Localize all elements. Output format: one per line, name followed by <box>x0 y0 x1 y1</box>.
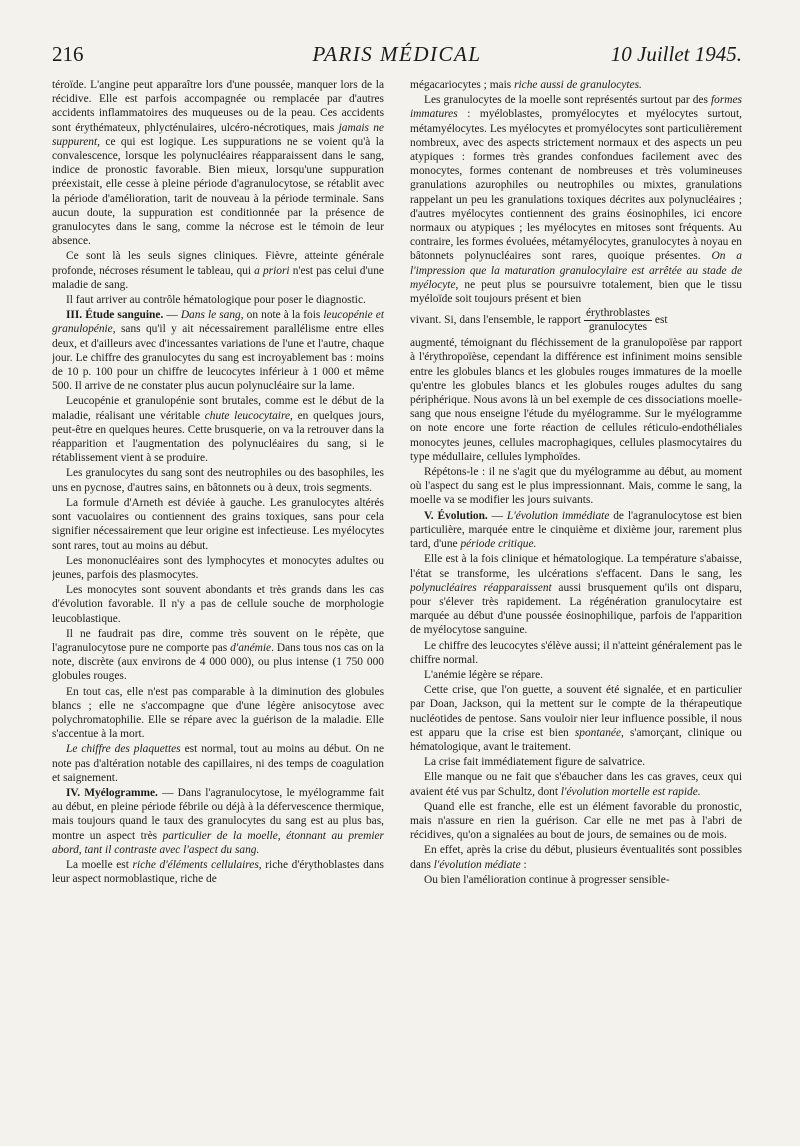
paragraph: Les granulocytes du sang sont des neutrophiles ou des basophiles, les uns en pycnose, d'autres sains, en bâtonnets ou à deux, trois segments. <box>52 467 384 494</box>
paragraph: Les monocytes sont souvent abondants et très grands dans les cas d'évolution favorable. Il n'y a pas de cellule souche de morphologie leucoblastique. <box>52 584 384 625</box>
page-number: 216 <box>52 42 84 66</box>
paragraph: La crise fait immédiatement figure de salvatrice. <box>424 756 646 769</box>
paragraph: Leucopénie et granulopénie sont brutales, comme est le début de la maladie, réalisant une véritable chute leucocytaire, en quelques jours, peut-être en quelques heures. Cette brusquerie, on va la retrouver dans la réapparition et l'augmentation des polynucléaires du sang, si le rétablissement vient à se produire. <box>52 395 384 465</box>
paragraph: mégacariocytes ; mais riche aussi de granulocytes. <box>410 79 642 91</box>
paragraph: Elle est à la fois clinique et hématologique. La température s'abaisse, l'état se transforme, les ulcérations s'effacent. Dans le sang, les polynucléaires réapparaissent aussi brusquement qu'ils ont disparu, pour s'élever très rapidement. La régénération granulocytaire est marquée au début d'une poussée éosinophilique, parfois de l'apparition de myélocytose sanguine. <box>410 553 742 637</box>
right-column <box>410 78 742 1128</box>
text-columns <box>52 78 742 1128</box>
paragraph: Les mononucléaires sont des lymphocytes et monocytes adultes ou jeunes, parfois des plasmocytes. <box>52 554 384 581</box>
issue-date: 10 Juillet 1945. <box>610 42 742 66</box>
paragraph: Cette crise, que l'on guette, a souvent été signalée, et en particulier par Doan, Jackson, qui la mettent sur le compte de la thérapeutique nucléotides de pentose. Sans vouloir nier leur influence possible, il nous est apparu que la crise est bien spontanée, s'amorçant, clinique ou hématologique, avant le traitement. <box>410 684 742 753</box>
paragraph: Quand elle est franche, elle est un élément favorable du pronostic, mais n'assure en rien la guérison. Car elle ne met pas à l'abri de récidives, qu'on a signalées au bout de jours, de semaines ou de mois. <box>410 800 742 842</box>
paragraph: Le chiffre des leucocytes s'élève aussi; il n'atteint généralement pas le chiffre normal. <box>410 639 742 666</box>
paragraph: Ce sont là les seuls signes cliniques. Fièvre, atteinte générale profonde, nécroses résument le tableau, qui a priori n'est pas celui d'une maladie de sang. <box>52 250 384 291</box>
paragraph: Il ne faudrait pas dire, comme très souvent on le répète, que l'agranulocytose pure ne comporte pas d'anémie. Dans tous nos cas on la note, discrète (aux environs de 4 000 000), ou plus intense (1 750 000 globules rouges. <box>52 627 384 683</box>
paragraph: En effet, après la crise du début, plusieurs éventualités sont possibles dans l'évolution médiate : <box>410 844 742 871</box>
ratio-paragraph: vivant. Si, dans l'ensemble, le rapport $\frac{\text{érythroblastes}}{\text{granulocytes}}$ est <box>410 307 668 334</box>
paragraph: En tout cas, elle n'est pas comparable à la diminution des globules blancs ; elle ne s'accompagne que d'une légère anisocytose avec polychromatophilie. Elle se répare avec la guérison de la maladie. Elle s'accentue à la mort. <box>52 685 384 741</box>
section-5-paragraph: V. Évolution. — L'évolution immédiate de l'agranulocytose est bien particulière, marquée entre le cinquième et dixième jour, rarement plus tard, d'une période critique. <box>410 509 742 551</box>
section-4-paragraph: IV. Myélogramme. — Dans l'agranulocytose, le myélogramme fait au début, en pleine période fébrile ou déjà à la défervescence thermique, mais toujours quand le taux des granulocytes du sang est au plus bas, montre un aspect très particulier de la moelle, étonnant au premier abord, tant il contraste avec l'aspect du sang. <box>52 786 384 856</box>
section-heading: V. Évolution. <box>424 509 488 522</box>
left-column <box>52 78 384 1128</box>
paragraph: augmenté, témoignant du fléchissement de la granulopoïèse par rapport à l'érythropoïèse, cependant la différence est infiniment moins sensible entre les globules blancs et les globules rouges immatures de la moelle qu'entre les globules blancs et les globules rouges adultes du sang périphérique. Nous avons là un bel exemple de ces dissociations moelle-sang que nous enseigne l'étude du myélogramme. Sur le myélogramme on note encore une forte réaction de cellules réticulo-endothéliales monocytes jeunes, cellules macrophagiques, cellules plasmocytaires du type médullaire, cellules lymphoïdes. <box>410 337 742 463</box>
paragraph: Le chiffre des plaquettes est normal, tout au moins au début. On ne note pas d'altération notable des capillaires, ni des temps de coagulation et saignement. <box>52 743 384 784</box>
fraction-numerator: érythroblastes <box>585 307 650 320</box>
paragraph: L'anémie légère se répare. <box>424 668 544 681</box>
fraction-denominator: granulocytes <box>588 321 648 334</box>
page <box>52 40 742 1130</box>
paragraph: Ou bien l'amélioration continue à progresser sensible- <box>424 873 670 886</box>
paragraph: Répétons-le : il ne s'agit que du myélogramme au début, au moment où l'aspect du sang est le plus impressionnant. Mais, comme le sang, la moelle va se modifier les jours suivants. <box>410 466 742 507</box>
section-3-paragraph: III. Étude sanguine. — Dans le sang, on note à la fois leucopénie et granulopénie, sans qu'il y ait nécessairement parallélisme entre elles deux, et d'ailleurs avec d'incessantes variations de l'une et l'autre, chaque jour. Le chiffre des granulocytes du sang est incroyablement bas : moins de 10 p. 100 pour un chiffre de leucocytes inférieur à 1 000 et même 500. Il arrive de ne constater plus aucun polynucléaire sur la lame. <box>52 309 384 393</box>
running-header <box>52 40 742 70</box>
paragraph: La moelle est riche d'éléments cellulaires, riche d'érythoblastes dans leur aspect normoblastique, riche de <box>52 858 384 886</box>
paragraph: Elle manque ou ne fait que s'ébaucher dans les cas graves, ceux qui avaient été vus par Schultz, dont l'évolution mortelle est rapide. <box>410 771 742 798</box>
ratio-fraction <box>584 307 652 334</box>
section-heading: III. Étude sanguine. <box>66 309 164 322</box>
paragraph: La formule d'Arneth est déviée à gauche. Les granulocytes altérés sont vacuolaires ou contiennent des grains toxiques, sans pour cela signifier nécessairement que leur origine est infectieuse. Les myélocytes sont rares, tout au moins au début. <box>52 496 384 552</box>
journal-title: PARIS MÉDICAL <box>312 42 482 66</box>
paragraph: Il faut arriver au contrôle hématologique pour poser le diagnostic. <box>66 294 366 307</box>
paragraph: Les granulocytes de la moelle sont représentés surtout par des formes immatures : myéloblastes, promyélocytes et myélocytes surtout, métamyélocytes. Les myélocytes et promyélocytes sont particulièrement nombreux, avec des aspects strictement normaux et des aspects un peu atypiques : formes très grandes confondues facilement avec des monocytes, formes contenant de nombreuses et très volumineuses granulations azurophiles ou neutrophiles ou mixtes, granulations rappelant un peu les granulations toxiques décrites aux polynucléaires ; d'autres myélocytes contiennent des grains éosinophiles, ici encore normaux ou atypiques ; les myélocytes en mitoses sont fréquents. Au contraire, les formes évoluées, métamyélocytes, granulocytes à noyau en bâtonnets polynucléaires sont rares, quoique présentes. On a l'impression que la maturation granulocylaire est arrêtée au stade de myélocyte, ne peut plus se poursuivre totalement, bien que le tissu myéloïde soit toujours présent et bien <box>410 94 742 306</box>
paragraph: téroïde. L'angine peut apparaître lors d'une poussée, manquer lors de la récidive. Elle est parfois accompagnée ou remplacée par d'autres accidents inflammatoires des muqueuses ou de la peau. Ces accidents sont érythémateux, phlycténulaires, ulcéro-nécrotiques, mais jamais ne suppurent, ce qui est logique. Les suppurations ne se voient qu'à la convalescence, lorsque les polynucléaires réapparaissent dans le sang, indice de pronostic favorable. Bien mieux, lorsqu'une suppuration préexistait, elle cesse à pleine période d'agranulocytose, se rétablit avec la période d'amélioration, tarit de nouveau à la période terminale. Sans aucun doute, la suppuration est conditionnée par la présence de granulocytes dans le sang, comme la nécrose est le témoin de leur absence. <box>52 79 384 248</box>
section-heading: IV. Myélogramme. <box>66 786 158 799</box>
